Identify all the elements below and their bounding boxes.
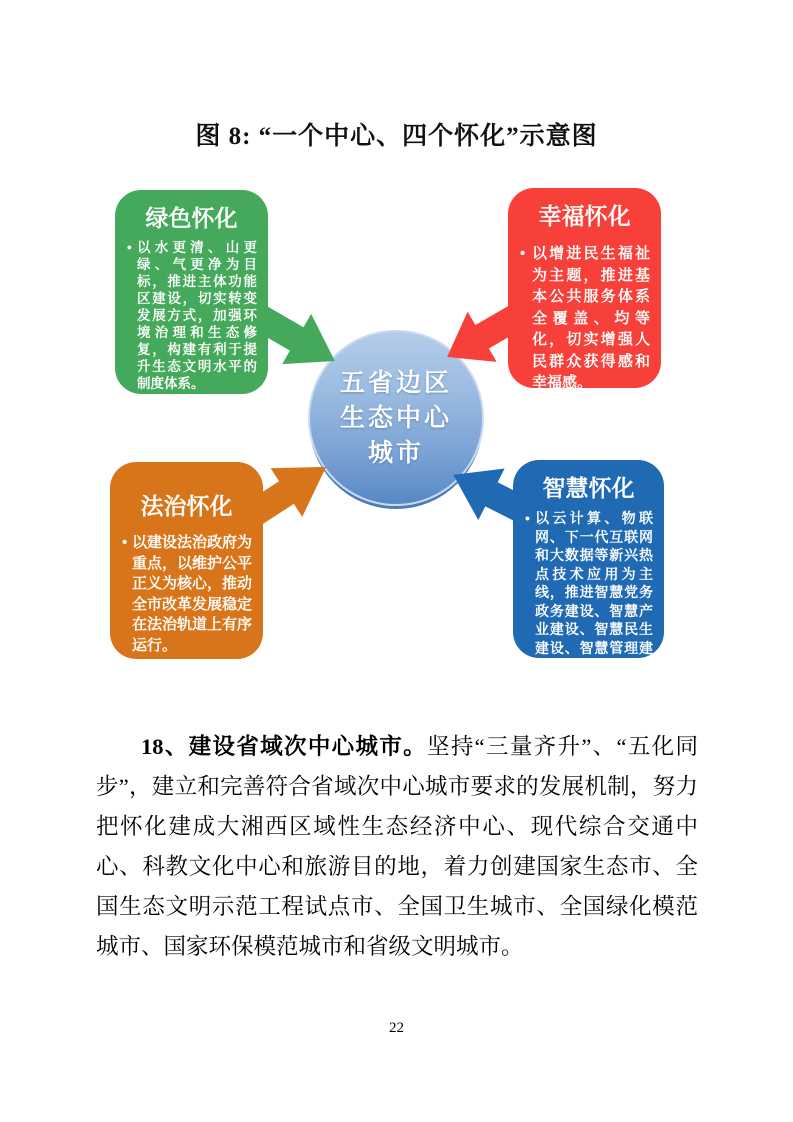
page-number: 22 [389,1020,404,1036]
bullet-glyph: • [122,534,128,551]
node-body-text: 以建设法治政府为重点，以维护公平正义为核心，推动全市改革发展稳定在法治轨道上有序运行。 [132,534,253,654]
node-rule-of-law-huaihua [110,462,263,659]
node-title: 法治怀化 [140,493,233,519]
bullet-glyph: • [520,245,526,262]
paragraph-body-text: 坚持“三量齐升”、“五化同步”，建立和完善符合省域次中心城市要求的发展机制，努力把怀化建成大湘西区域性生态经济中心、现代综合交通中心、科教文化中心和旅游目的地，着力创建国家生态市、全国生态文明示范工程试点市、全国卫生城市、全国绿化模范城市、国家环保模范城市和省级文明城市。 [96,734,698,959]
body-paragraph [96,727,698,967]
node-title: 智慧怀化 [542,475,635,501]
node-body [121,533,252,656]
node-smart-huaihua [513,460,664,674]
node-title: 绿色怀化 [145,205,238,231]
node-body-text: 以增进民生福祉为主题，推进基本公共服务体系全覆盖、均等化，切实增强人民群众获得感和幸福感。 [532,245,650,391]
bullet-glyph: • [127,240,132,255]
node-body-text: 以水更清、山更绿、气更净为目标，推进主体功能区建设，切实转变发展方式，加强环境治理和生态修复，构建有利于提升生态文明水平的制度体系。 [137,240,257,391]
node-body [524,509,653,676]
center-circle-label-line: 生态中心 [339,403,452,432]
node-body [126,239,257,392]
bullet-glyph: • [525,510,530,526]
node-happy-huaihua [508,188,661,391]
center-circle-label-line: 五省边区 [339,368,452,397]
node-body-text: 以云计算、物联网、下一代互联网和大数据等新兴热点技术应用为主线，推进智慧党务政务建设、智慧产业建设、智慧民生建设、智慧管理建设。 [535,510,653,674]
paragraph-lead: 18、建设省域次中心城市。 [141,734,428,759]
node-body [519,243,650,394]
center-circle-label-line: 城市 [367,438,424,467]
node-title: 幸福怀化 [538,203,631,229]
node-green-huaihua [115,190,268,394]
figure-title: 图 8: “一个中心、四个怀化”示意图 [195,123,598,150]
